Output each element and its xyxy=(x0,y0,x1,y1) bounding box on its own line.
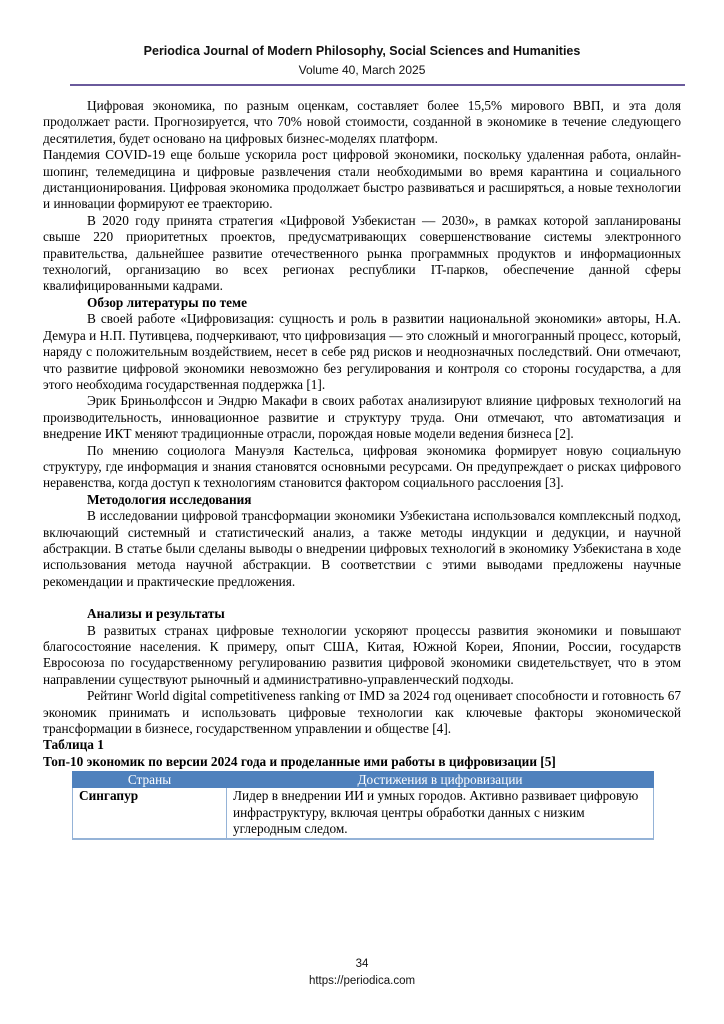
paragraph: Пандемия COVID-19 еще больше ускорила рост цифровой экономики, поскольку удаленная работа, онлайн-шопинг, телемедицина и цифровые развлечения стали необходимыми во время карантина и социального дистанционирования. Цифровая экономика продолжает быстро развиваться и расширяться, а новые технологии и инновации формируют ее траекторию. xyxy=(43,147,681,212)
paragraph: Эрик Бриньолфссон и Эндрю Макафи в своих работах анализируют влияние цифровых технологий на производительность, инновационное развитие и структуру труда. Они отмечают, что автоматизация и внедрение ИКТ меняют традиционные отрасли, порождая новые модели ведения бизнеса [2]. xyxy=(43,393,681,442)
column-header-country: Страны xyxy=(73,772,227,788)
paragraph: Цифровая экономика, по разным оценкам, составляет более 15,5% мирового ВВП, и эта доля продолжает расти. Прогнозируется, что 70% новой стоимости, созданной в экономике в течение следующего десятилетия, будет основано на цифровых бизнес-моделях платформ. xyxy=(43,98,681,146)
table-cell-achievement: Лидер в внедрении ИИ и умных городов. Активно развивает цифровую инфраструктуру, включая центры обработки данных с низким углеродным следом. xyxy=(227,788,654,840)
paragraph: По мнению социолога Мануэля Кастельса, цифровая экономика формирует новую социальную структуру, где информация и знания становятся основными ресурсами. Он предупреждает о рисках цифрового неравенства, когда доступ к технологиям становится фактором социального расслоения [3]. xyxy=(43,442,681,491)
table-title: Топ-10 экономик по версии 2024 года и проделанные ими работы в цифровизации [5] xyxy=(43,753,556,769)
journal-volume: Volume 40, March 2025 xyxy=(298,63,426,77)
paragraph: В своей работе «Цифровизация: сущность и роль в развитии национальной экономики» авторы, Н.А. Демура и Н.П. Путивцева, подчеркивают, что цифровизация — это сложный и многогранный процесс, который, наряду с положительным воздействием, несет в себе ряд рисков и неоднозначных последствий. Они отмечают, что развитие цифровой экономики невозможно без регулирования и контроля со стороны государства, а для этого необходима государственная поддержка [1]. xyxy=(43,311,681,392)
section-heading-methodology: Методология исследования xyxy=(87,491,252,507)
paragraph: В исследовании цифровой трансформации экономики Узбекистана использовался комплексный подход, включающий системный и статистический анализ, а также методы индукции и дедукции, и научной абстракции. В статье были сделаны выводы о внедрении цифровых технологий в экономику Узбекистана в ходе использования метода научной абстракции. В соответствии с этими выводами предложены научные рекомендации и практические предложения. xyxy=(43,508,681,589)
table-label: Таблица 1 xyxy=(43,737,104,753)
table-row xyxy=(73,788,654,840)
header-divider xyxy=(70,84,685,86)
paragraph: В 2020 году принята стратегия «Цифровой Узбекистан — 2030», в рамках которой запланированы свыше 220 приоритетных проектов, предусматривающих совершенствование системы электронного правительства, дальнейшее развитие отечественного рынка программных продуктов и информационных технологий, организацию во всех регионах республики IT-парков, обеспечение данной сферы квалифицированными кадрами. xyxy=(43,212,681,294)
page-number: 34 xyxy=(355,958,369,970)
section-heading-results: Анализы и результаты xyxy=(87,606,225,622)
paragraph: В развитых странах цифровые технологии ускоряют процессы развития экономики и повышают благосостояние населения. К примеру, опыт США, Китая, Южной Кореи, Японии, России, государств Евросоюза по государственному регулированию развития цифровой экономики свидетельствует, что в этом направлении существуют рыночный и административно-управленческий подходы. xyxy=(43,622,681,687)
blank-line xyxy=(43,590,681,606)
column-header-achievements: Достижения в цифровизации xyxy=(227,772,654,788)
article-body xyxy=(43,98,681,840)
digitalization-table xyxy=(72,771,654,840)
footer-url: https://periodica.com xyxy=(308,975,416,987)
table-cell-country: Сингапур xyxy=(73,788,227,840)
paragraph: Рейтинг World digital competitiveness ranking от IMD за 2024 год оценивает способности и готовность 67 экономик принимать и использовать цифровые технологии как ключевые факторы экономической трансформации в бизнесе, государственном управлении и обществе [4]. xyxy=(43,688,681,737)
journal-title: Periodica Journal of Modern Philosophy, Social Sciences and Humanities xyxy=(143,44,581,58)
section-heading-literature-review: Обзор литературы по теме xyxy=(87,294,248,310)
table-header-row xyxy=(73,772,654,788)
